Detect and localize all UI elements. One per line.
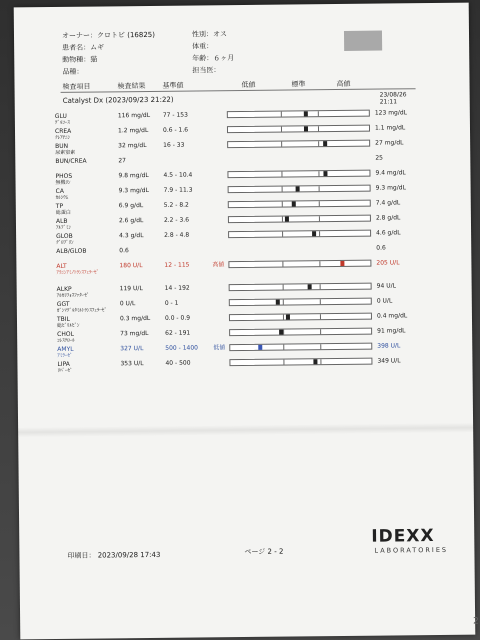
row-name-jp: ｱﾐﾗｰｾﾞ [57,352,73,359]
row-result: 119 U/L [119,285,143,293]
range-bar [227,110,370,118]
row-result: 27 [118,157,126,165]
range-divider-high [319,231,320,236]
row-prev: 349 U/L [377,357,401,365]
row-name-jp: 総蛋白 [55,209,71,216]
idexx-logo: IDEXX [371,526,435,547]
row-name-jp: ｸﾞﾛﾌﾞﾘﾝ [56,239,74,246]
range-divider-low [283,345,284,350]
range-bar [228,200,371,208]
result-marker [279,330,283,335]
range-divider-low [283,300,284,305]
range-divider-low [282,232,283,237]
range-divider-high [319,261,320,266]
row-flag: 低値 [213,344,226,352]
range-bar [227,125,370,133]
result-marker [291,201,295,206]
weight-line: 体重： [192,42,214,51]
result-marker [307,284,311,289]
row-ref: 2.8 - 4.8 [164,231,190,239]
range-divider-low [283,285,284,290]
range-divider-high [320,299,321,304]
idexx-logo-sub: LABORATORIES [374,545,449,555]
row-result: 353 U/L [120,360,144,368]
row-prev: 0 U/L [376,297,393,305]
print-date: 印刷日： 2023/09/28 17:43 [67,550,161,560]
row-prev: 0.6 [376,244,386,252]
range-divider-low [281,112,282,117]
range-bar [229,298,372,306]
result-marker [304,111,308,116]
row-ref: 62 - 191 [165,329,191,337]
row-prev: 94 U/L [376,282,396,290]
row-prev: 1.1 mg/dL [374,124,406,132]
range-bar [228,230,371,238]
row-prev: 9.3 mg/dL [375,184,406,192]
sex-line: 性別：オス [191,30,227,39]
doctor-line: 担当医： [192,66,221,75]
row-name-jp: ｱﾙﾌﾞﾐﾝ [55,224,72,231]
range-divider-low [282,202,283,207]
row-code: ALB [55,217,68,225]
row-result: 73 mg/dL [120,330,149,338]
page-number: ページ 2 - 2 [244,547,284,557]
age-line: 年齢：６ヶ月 [192,54,235,63]
row-name-jp: ｺﾚｽﾃﾛｰﾙ [57,337,75,344]
row-ref: 7.9 - 11.3 [163,186,193,194]
row-code: ALB/GLOB [56,247,87,255]
row-name-jp: 無機ﾘﾝ [55,179,71,186]
col-low: 低値 [241,80,256,90]
range-divider-high [319,186,320,191]
row-result: 0.3 mg/dL [119,314,151,323]
row-name-jp: ﾘﾊﾟｰｾﾞ [57,367,73,374]
col-ref: 基準値 [162,81,184,90]
row-ref: 12 - 115 [164,261,190,269]
row-result: 1.2 mg/dL [117,126,149,135]
row-name-jp: ｸﾞﾙｺｰｽ [54,119,70,126]
range-bar [227,140,370,148]
row-code: BUN/CREA [55,157,87,165]
prev-time: 21:11 [379,98,398,106]
range-bar [228,215,371,223]
row-ref: 40 - 500 [165,359,191,367]
row-ref: 5.2 - 8.2 [163,201,189,209]
result-marker [314,359,318,364]
row-result: 116 mg/dL [117,111,151,120]
range-divider-high [320,329,321,334]
row-code: ALT [56,262,67,270]
row-name-jp: 尿素窒素 [55,149,76,156]
result-marker [341,261,345,266]
range-divider-low [283,315,284,320]
col-item: 検査項目 [62,82,91,91]
prev-date: 23/08/26 [379,91,407,99]
row-ref: 500 - 1400 [165,344,199,352]
row-code: GLOB [56,232,73,240]
range-bar [228,260,371,268]
row-code: LIPA [57,360,70,368]
row-ref: 4.5 - 10.4 [163,171,193,179]
row-code: TP [55,202,64,210]
range-bar [229,283,372,291]
range-bar [229,313,372,321]
range-divider-high [319,216,320,221]
range-bar [229,328,372,336]
breed-line: 品種： [62,67,84,76]
species-line: 動物種：猫 [62,55,98,64]
section-title: Catalyst Dx (2023/09/23 21:22) [62,95,174,105]
range-bar [229,343,372,351]
row-code: CA [55,187,64,195]
range-bar [227,170,370,178]
col-result: 検査結果 [117,82,146,91]
corner-page-mark: 2 [473,616,479,627]
range-divider-high [318,141,319,146]
row-result: 0.6 [119,247,129,255]
row-code: ALKP [56,285,72,293]
row-prev: 4.6 g/dL [376,229,401,237]
result-marker [258,345,262,350]
result-marker [323,171,327,176]
row-code: CREA [54,127,72,135]
row-result: 9.3 mg/dL [118,186,149,195]
owner-line: オーナー：クロトビ (16825) [61,30,156,40]
row-name-jp: 総ﾋﾞﾘﾙﾋﾞﾝ [57,322,80,329]
range-divider-low [282,187,283,192]
row-result: 327 U/L [120,345,144,353]
row-ref: 77 - 153 [162,111,188,119]
row-ref: 0.0 - 0.9 [164,314,191,322]
row-prev: 2.8 g/dL [375,214,401,222]
row-code: BUN [55,142,69,150]
col-normal: 標準 [291,80,306,89]
row-prev: 123 mg/dL [374,109,408,117]
row-prev: 9.4 mg/dL [375,169,406,177]
row-code: GLU [54,112,67,120]
range-divider-high [318,171,319,176]
row-ref: 2.2 - 3.6 [163,216,190,224]
range-divider-low [282,217,283,222]
result-marker [276,300,280,305]
row-ref: 16 - 33 [163,141,185,149]
row-prev: 7.4 g/dL [375,199,401,207]
range-divider-high [319,201,320,206]
lab-report-page [14,3,479,640]
row-ref: 0 - 1 [164,299,179,307]
row-result: 2.6 g/dL [118,217,144,225]
range-divider-low [281,127,282,132]
range-divider-low [283,360,284,365]
result-marker [312,231,316,236]
row-name-jp: ｶﾞﾝﾏｸﾞﾙﾀﾐﾙﾄﾗﾝｽﾌｪﾗｰｾﾞ [56,307,107,314]
row-prev: 0.4 mg/dL [376,312,408,320]
range-divider-high [320,314,321,319]
header-rule [61,88,416,93]
row-prev: 27 mg/dL [375,139,404,147]
row-code: AMYL [57,345,74,353]
range-divider-high [318,126,319,131]
col-high: 高値 [336,79,351,89]
result-marker [304,126,308,131]
redacted-block [344,31,382,51]
row-result: 4.3 g/dL [119,232,144,240]
range-divider-low [281,142,282,147]
range-divider-high [318,111,319,116]
result-marker [323,141,327,146]
row-code: GGT [56,300,70,308]
patient-line: 患者名：ムギ [62,43,105,52]
row-code: CHOL [57,330,74,338]
range-divider-high [320,359,321,364]
row-result: 32 mg/dL [118,142,147,150]
row-prev: 25 [375,154,383,162]
range-divider-high [320,344,321,349]
range-divider-high [320,284,321,289]
row-code: PHOS [55,172,73,180]
row-result: 6.9 g/dL [118,202,144,210]
result-marker [295,186,299,191]
row-ref: 0.6 - 1.6 [162,126,189,134]
row-prev: 91 mg/dL [377,327,406,335]
row-name-jp: ｸﾚｱﾁﾆﾝ [55,134,71,141]
row-prev: 398 U/L [377,342,401,350]
range-divider-low [281,172,282,177]
row-code: TBIL [56,315,70,323]
range-bar [228,185,371,193]
row-result: 9.8 mg/dL [118,171,149,180]
row-ref: 14 - 192 [164,284,190,292]
range-divider-low [282,262,283,267]
row-name-jp: ｶﾙｼｳﾑ [55,194,69,201]
row-name-jp: ｱﾙｶﾘﾌｫｽﾌｧﾀｰｾﾞ [56,292,90,299]
paper-fold [18,423,473,438]
result-marker [286,315,290,320]
row-name-jp: ｱﾗﾆﾝｱﾐﾉﾄﾗﾝｽﾌｪﾗｰｾﾞ [56,269,100,276]
row-prev: 205 U/L [376,259,400,267]
row-result: 0 U/L [119,300,136,308]
row-flag: 高値 [212,261,225,269]
result-marker [285,217,289,222]
range-bar [229,358,372,366]
range-divider-low [283,330,284,335]
row-result: 180 U/L [119,262,143,270]
